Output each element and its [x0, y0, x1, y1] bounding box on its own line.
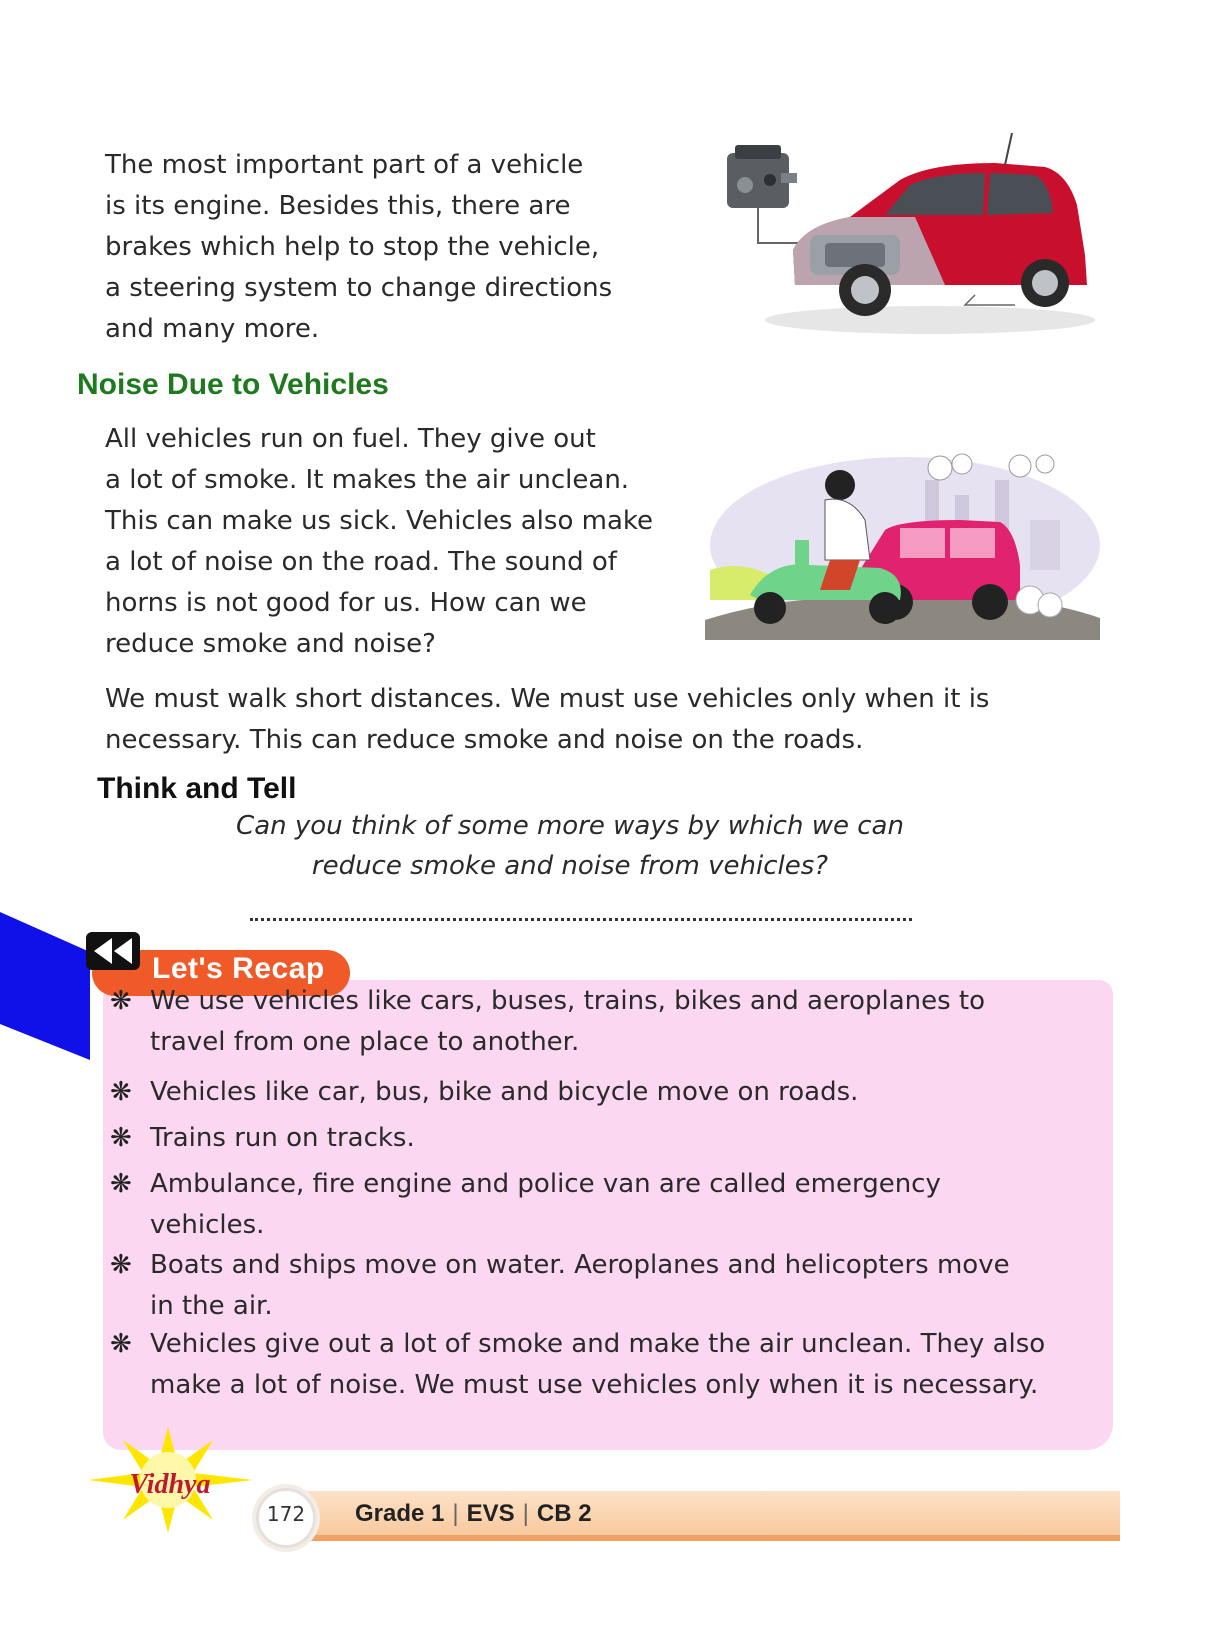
intro-line: brakes which help to stop the vehicle, [105, 232, 600, 262]
walking-line: necessary. This can reduce smoke and noise on the roads. [105, 725, 864, 755]
recap-item [110, 981, 985, 1063]
question-line: reduce smoke and noise from vehicles? [311, 851, 829, 881]
noise-heading: Noise Due to Vehicles [77, 368, 389, 401]
recap-item-line: Vehicles give out a lot of smoke and make the air unclean. They also [150, 1329, 1046, 1359]
recap-label: Let's Recap [152, 952, 325, 985]
vidhya-logo [88, 1425, 258, 1535]
blue-side-tab [0, 912, 90, 1060]
recap-item [110, 1118, 415, 1159]
engine-image [727, 145, 797, 208]
recap-item-line: in the air. [150, 1291, 273, 1321]
noise-line: reduce smoke and noise? [105, 629, 436, 659]
asterisk-bullet-icon: ❋ [110, 1169, 132, 1199]
intro-line: a steering system to change directions [105, 273, 613, 303]
asterisk-bullet-icon: ❋ [110, 1077, 132, 1107]
recap-item [110, 1324, 1045, 1406]
noise-line: All vehicles run on fuel. They give out [105, 424, 596, 454]
footer-book: CB 2 [536, 1500, 592, 1527]
asterisk-bullet-icon: ❋ [110, 1123, 132, 1153]
logo-text: Vidhya [129, 1469, 211, 1500]
recap-item-line: Ambulance, fire engine and police van are called emergency [150, 1169, 941, 1199]
noise-line: a lot of smoke. It makes the air unclean. [105, 465, 630, 495]
footer-subject: EVS [466, 1500, 515, 1527]
recap-item-line: make a lot of noise. We must use vehicles only when it is necessary. [150, 1370, 1039, 1400]
recap-item-line: We use vehicles like cars, buses, trains, bikes and aeroplanes to [150, 986, 986, 1016]
walking-line: We must walk short distances. We must use vehicles only when it is [105, 684, 990, 714]
recap-item-line: Vehicles like car, bus, bike and bicycle move on roads. [150, 1077, 859, 1107]
walking-paragraph [105, 679, 1065, 761]
asterisk-bullet-icon: ❋ [110, 1329, 132, 1359]
recap-item [110, 1164, 941, 1246]
traffic-pollution-illustration [700, 450, 1105, 645]
car-engine-illustration [715, 125, 1105, 340]
intro-line: The most important part of a vehicle [105, 150, 584, 180]
think-tell-heading: Think and Tell [97, 772, 297, 805]
page-number: 172 [266, 1502, 306, 1526]
noise-line: horns is not good for us. How can we [105, 588, 587, 618]
noise-line: This can make us sick. Vehicles also make [105, 506, 654, 536]
footer-grade: Grade 1 [355, 1500, 445, 1527]
footer-label: Grade 1 | EVS | CB 2 [355, 1500, 592, 1527]
recap-item [110, 1245, 1010, 1327]
noise-line: a lot of noise on the road. The sound of [105, 547, 617, 577]
question-line: Can you think of some more ways by which we can [236, 811, 904, 841]
intro-line: is its engine. Besides this, there are [105, 191, 571, 221]
recap-item-line: travel from one place to another. [150, 1027, 580, 1057]
noise-paragraph [105, 419, 695, 665]
rewind-icon [86, 932, 140, 970]
recap-item-line: vehicles. [150, 1210, 265, 1240]
recap-item-line: Boats and ships move on water. Aeroplanes and helicopters move [150, 1250, 1010, 1280]
answer-blank-line [250, 918, 912, 921]
asterisk-bullet-icon: ❋ [110, 1250, 132, 1280]
recap-item-line: Trains run on tracks. [150, 1123, 415, 1153]
think-tell-question [170, 806, 970, 886]
intro-line: and many more. [105, 314, 320, 344]
asterisk-bullet-icon: ❋ [110, 986, 132, 1016]
intro-paragraph [105, 145, 665, 350]
recap-item [110, 1072, 858, 1113]
footer-bar-accent [300, 1535, 1120, 1541]
